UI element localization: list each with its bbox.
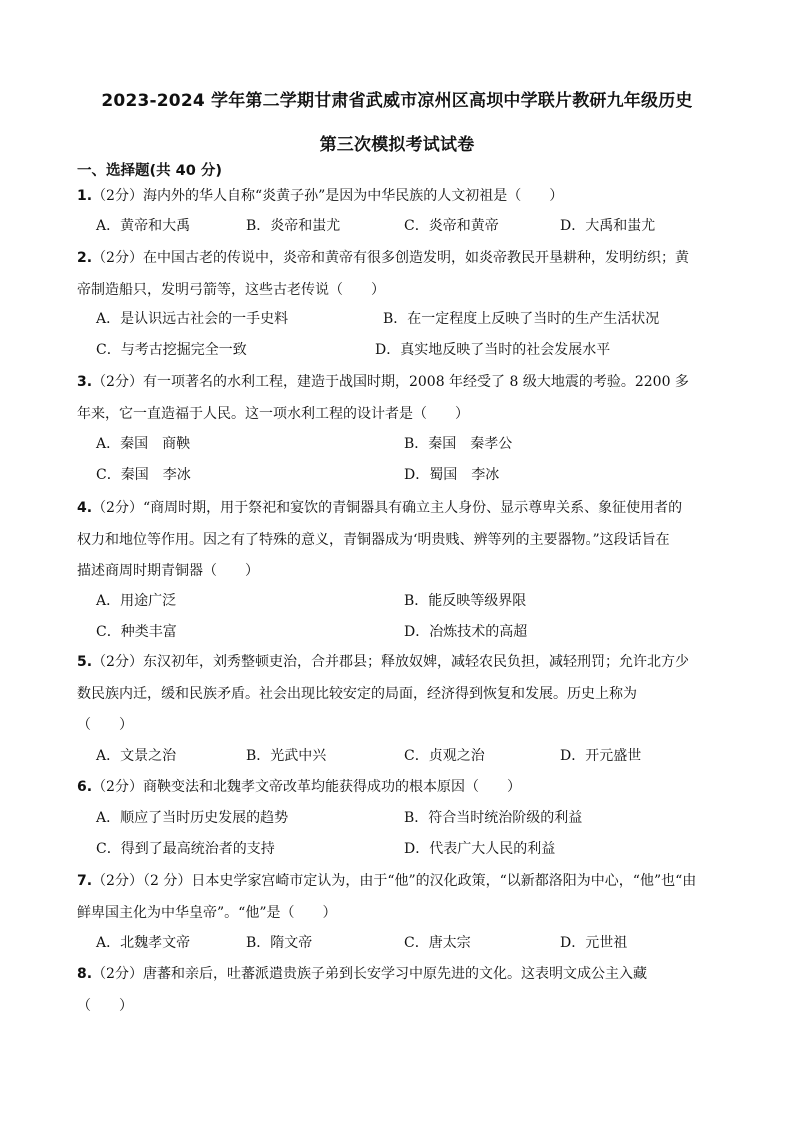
question-text-line [77,493,717,525]
option-row [0,803,794,834]
question-6 [77,772,717,804]
option-row [0,741,794,772]
answer-option[interactable]: B．光武中兴 [246,748,327,764]
answer-option[interactable]: D．代表广大人民的利益 [404,841,556,857]
answer-option[interactable]: A．是认识远古社会的一手史料 [96,311,289,327]
option-row [0,834,794,865]
question-text: （ ） [77,997,133,1014]
question-text-line [77,243,717,275]
option-row [0,335,794,366]
answer-option[interactable]: C．秦国 李冰 [96,467,191,483]
question-2 [77,243,717,306]
question-text: 鲜卑国主化为中华皇帝”。“他”是（ ） [77,904,337,921]
question-number: 5. [77,654,93,670]
answer-option[interactable]: D．蜀国 李冰 [404,467,500,483]
answer-option[interactable]: C．唐太宗 [404,935,471,951]
option-row [0,586,794,617]
question-text: （2分）在中国古老的传说中，炎帝和黄帝有很多创造发明，如炎帝教民开垦耕种，发明纺织；黄 [92,250,689,266]
question-text-line [77,710,717,742]
question-text: 数民族内迁，缓和民族矛盾。社会出现比较安定的局面，经济得到恢复和发展。历史上称为 [77,685,637,702]
question-8 [77,959,717,1022]
question-text-line [77,959,717,991]
answer-option[interactable]: C．贞观之治 [404,748,485,764]
question-7 [77,866,717,929]
question-text: （ ） [77,717,133,733]
question-text: 权力和地位等作用。因之有了特殊的意义，青铜器成为‘明贵贱、辨等列的主要器物。”这段话旨在 [77,531,670,548]
answer-option[interactable]: C．炎帝和黄帝 [404,218,499,234]
question-text: 年来，它一直造福于人民。这一项水利工程的设计者是（ ） [77,405,469,422]
question-text: （2分）（2 分）日本史学家宫崎市定认为，由于“他”的汉化政策，“以新都洛阳为中心，“他”也“由 [92,873,697,889]
answer-option[interactable]: B．炎帝和蚩尤 [246,218,341,234]
question-text-line [77,399,717,431]
option-row [0,617,794,648]
answer-option[interactable]: D．开元盛世 [560,748,642,764]
question-number: 3. [77,374,93,390]
question-text: （2分）商鞅变法和北魏孝文帝改革均能获得成功的根本原因（ ） [92,779,521,795]
answer-option[interactable]: A．用途广泛 [96,593,177,609]
question-number: 4. [77,500,93,516]
answer-option[interactable]: D．真实地反映了当时的社会发展水平 [375,342,611,358]
question-text-line [77,367,717,399]
question-number: 6. [77,779,93,795]
answer-option[interactable]: A．北魏孝文帝 [96,935,191,951]
answer-option[interactable]: B．隋文帝 [246,935,313,951]
answer-option[interactable]: A．黄帝和大禹 [96,218,191,234]
question-text-line [77,181,717,213]
answer-option[interactable]: D．冶炼技术的高超 [404,624,528,640]
question-text: （2分）“商周时期，用于祭祀和宴饮的青铜器具有确立主人身份、显示尊卑关系、象征使用者的 [92,500,683,516]
answer-option[interactable]: D．元世祖 [560,935,628,951]
question-text: （2分）有一项著名的水利工程，建造于战国时期，2008 年经受了 8 级大地震的考验。2200 多 [92,374,689,390]
section-heading: 一、选择题(共 40 分) [77,163,223,179]
question-text-line [77,679,717,711]
option-row [0,304,794,335]
question-number: 8. [77,966,93,982]
answer-option[interactable]: C．种类丰富 [96,624,177,640]
option-row [0,211,794,242]
answer-option[interactable]: B．在一定程度上反映了当时的生产生活状况 [383,311,660,327]
option-row [0,928,794,959]
question-4 [77,493,717,588]
option-row [0,429,794,460]
question-text-line [77,556,717,588]
answer-option[interactable]: C．与考古挖掘完全一致 [96,342,247,358]
question-text: （2分）海内外的华人自称“炎黄子孙”是因为中华民族的人文初祖是（ ） [92,188,564,204]
question-text: （2分）东汉初年，刘秀整顿吏治，合并郡县；释放奴婢，减轻农民负担，减轻刑罚；允许北方少 [92,654,689,670]
question-text-line [77,772,717,804]
answer-option[interactable]: A．文景之治 [96,748,177,764]
question-text-line [77,275,717,307]
option-row [0,460,794,491]
question-text: （2分）唐蕃和亲后，吐蕃派遣贵族子弟到长安学习中原先进的文化。这表明文成公主入藏 [92,966,647,982]
answer-option[interactable]: A．顺应了当时历史发展的趋势 [96,810,289,826]
question-number: 2. [77,250,93,266]
question-5 [77,647,717,742]
answer-option[interactable]: B．能反映等级界限 [404,593,527,609]
question-text-line [77,991,717,1023]
question-1 [77,181,717,213]
exam-title-line-2: 第三次模拟考试试卷 [319,135,475,155]
question-3 [77,367,717,430]
question-text: 帝制造船只，发明弓箭等，这些古老传说（ ） [77,281,385,298]
question-number: 7. [77,873,93,889]
question-text-line [77,525,717,557]
question-number: 1. [77,188,93,204]
answer-option[interactable]: C．得到了最高统治者的支持 [96,841,275,857]
answer-option[interactable]: D．大禹和蚩尤 [560,218,656,234]
question-text: 描述商周时期青铜器（ ） [77,563,259,579]
question-text-line [77,647,717,679]
answer-option[interactable]: B．符合当时统治阶级的利益 [404,810,583,826]
answer-option[interactable]: A．秦国 商鞅 [96,436,191,452]
question-text-line [77,866,717,898]
exam-title-line-1: 2023-2024 学年第二学期甘肃省武威市凉州区高坝中学联片教研九年级历史 [101,91,693,111]
answer-option[interactable]: B．秦国 秦孝公 [404,436,513,452]
question-text-line [77,898,717,930]
